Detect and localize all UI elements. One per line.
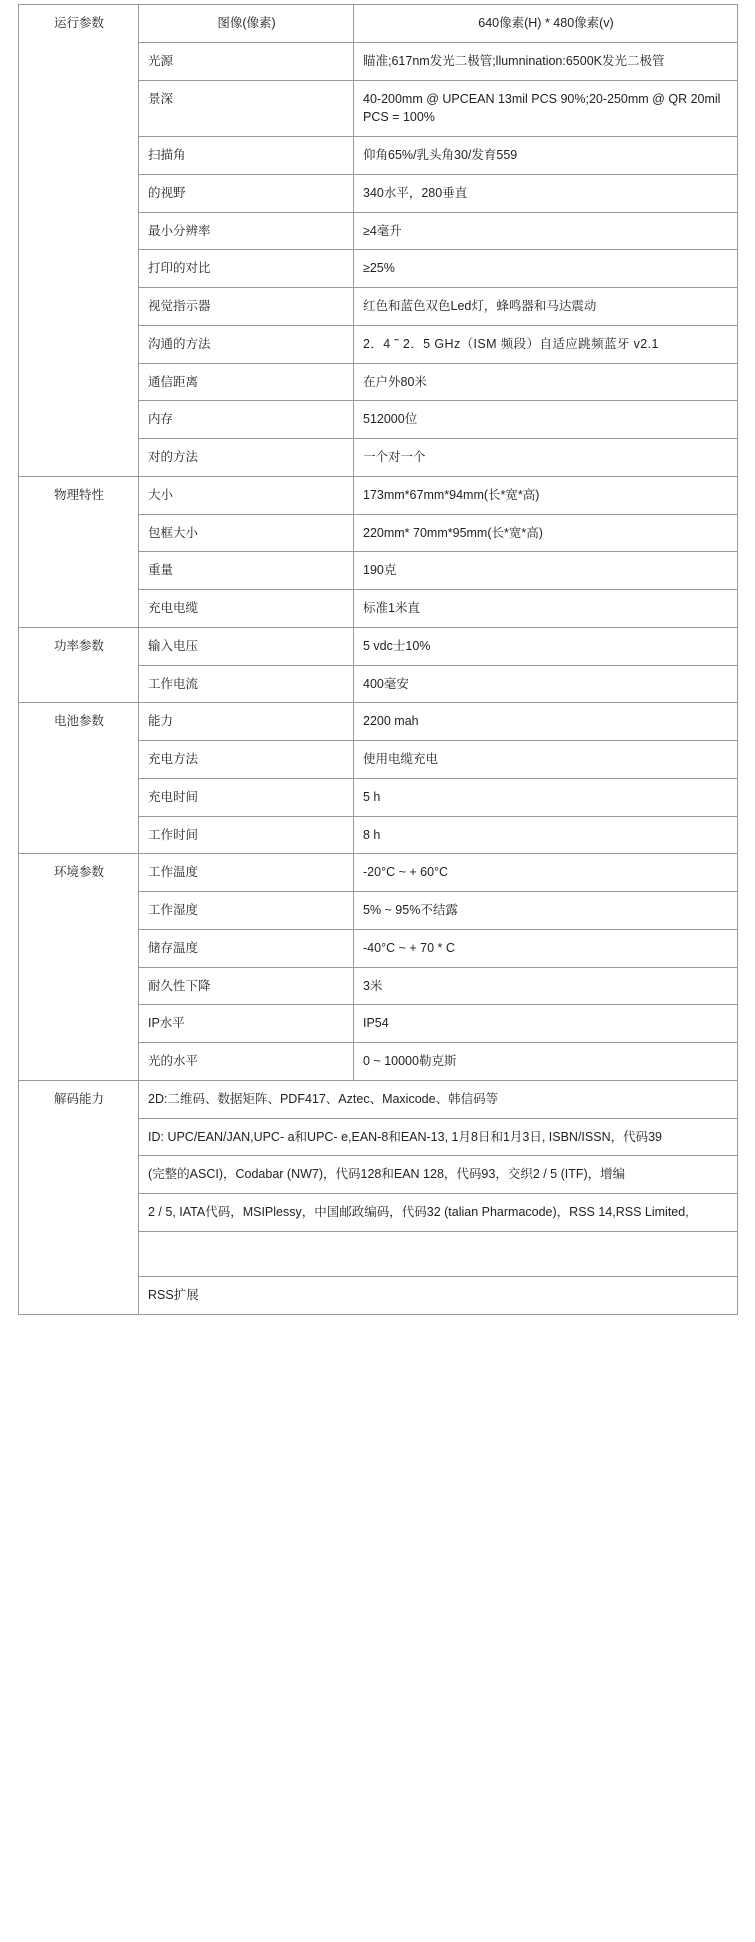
param-value: 2．4 ˜ 2．5 GHz（ISM 频段）自适应跳频蓝牙 v2.1: [354, 325, 738, 363]
param-value: 5% ~ 95%不结露: [354, 892, 738, 930]
param-label: 的视野: [139, 174, 354, 212]
param-value: 一个对一个: [354, 439, 738, 477]
param-label: IP水平: [139, 1005, 354, 1043]
group-label-physical: 物理特性: [19, 476, 139, 627]
param-label: 扫描角: [139, 137, 354, 175]
decoding-line-blank: [139, 1231, 738, 1276]
param-value: 220mm* 70mm*95mm(长*宽*高): [354, 514, 738, 552]
param-value: 仰角65%/乳头角30/发育559: [354, 137, 738, 175]
param-label: 景深: [139, 80, 354, 137]
param-value: 使用电缆充电: [354, 741, 738, 779]
param-value: IP54: [354, 1005, 738, 1043]
param-label: 光的水平: [139, 1043, 354, 1081]
param-value: 5 vdc士10%: [354, 627, 738, 665]
table-row: [19, 476, 738, 514]
param-label: 充电电缆: [139, 590, 354, 628]
param-value: 40-200mm @ UPCEAN 13mil PCS 90%;20-250mm @ QR 20mil PCS = 100%: [354, 80, 738, 137]
param-label: 通信距离: [139, 363, 354, 401]
param-value: 512000位: [354, 401, 738, 439]
group-label-operation: 运行参数: [19, 5, 139, 477]
group-label-power: 功率参数: [19, 627, 139, 703]
param-label: 大小: [139, 476, 354, 514]
param-value: 标准1米直: [354, 590, 738, 628]
param-value: 红色和蓝色双色Led灯，蜂鸣器和马达震动: [354, 288, 738, 326]
param-value: 8 h: [354, 816, 738, 854]
param-label: 包框大小: [139, 514, 354, 552]
param-value: 640像素(H) * 480像素(v): [354, 5, 738, 43]
param-label: 打印的对比: [139, 250, 354, 288]
param-label: 耐久性下降: [139, 967, 354, 1005]
decoding-line: 2D:二维码、数据矩阵、PDF417、Aztec、Maxicode、韩信码等: [139, 1080, 738, 1118]
param-value: 3米: [354, 967, 738, 1005]
decoding-line: 2 / 5, IATA代码，MSIPlessy，中国邮政编码，代码32 (talian Pharmacode)，RSS 14,RSS Limited,: [139, 1194, 738, 1232]
param-label: 充电方法: [139, 741, 354, 779]
param-label: 最小分辨率: [139, 212, 354, 250]
param-label: 工作电流: [139, 665, 354, 703]
param-label: 输入电压: [139, 627, 354, 665]
param-label: 重量: [139, 552, 354, 590]
group-label-environment: 环境参数: [19, 854, 139, 1081]
param-value: 400毫安: [354, 665, 738, 703]
param-value: 在户外80米: [354, 363, 738, 401]
param-value: 瞄准;617nm发光二极管;llumnination:6500K发光二极管: [354, 42, 738, 80]
param-value: 0 ~ 10000勒克斯: [354, 1043, 738, 1081]
param-value: 190克: [354, 552, 738, 590]
param-value: 173mm*67mm*94mm(长*宽*高): [354, 476, 738, 514]
param-label: 能力: [139, 703, 354, 741]
specification-table: [18, 4, 738, 1315]
param-label: 工作时间: [139, 816, 354, 854]
group-label-battery: 电池参数: [19, 703, 139, 854]
table-row: [19, 627, 738, 665]
decoding-line: (完整的ASCI)，Codabar (NW7)，代码128和EAN 128，代码93，交织2 / 5 (ITF)，增编: [139, 1156, 738, 1194]
param-label: 光源: [139, 42, 354, 80]
param-label: 对的方法: [139, 439, 354, 477]
table-row: [19, 854, 738, 892]
param-label: 工作温度: [139, 854, 354, 892]
param-label: 视觉指示器: [139, 288, 354, 326]
param-label: 沟通的方法: [139, 325, 354, 363]
param-label: 储存温度: [139, 929, 354, 967]
param-label: 内存: [139, 401, 354, 439]
decoding-line: ID: UPC/EAN/JAN,UPC- a和UPC- e,EAN-8和EAN-13, 1月8日和1月3日, ISBN/ISSN，代码39: [139, 1118, 738, 1156]
param-value: 5 h: [354, 778, 738, 816]
group-label-decoding: 解码能力: [19, 1080, 139, 1314]
table-row: [19, 703, 738, 741]
param-label: 图像(像素): [139, 5, 354, 43]
param-value: ≥25%: [354, 250, 738, 288]
param-value: -20°C ~ + 60°C: [354, 854, 738, 892]
param-label: 工作湿度: [139, 892, 354, 930]
table-row: [19, 1080, 738, 1118]
param-value: ≥4毫升: [354, 212, 738, 250]
param-value: 2200 mah: [354, 703, 738, 741]
decoding-line: RSS扩展: [139, 1276, 738, 1314]
param-value: 340水平，280垂直: [354, 174, 738, 212]
table-row: [19, 5, 738, 43]
param-value: -40°C ~ + 70 * C: [354, 929, 738, 967]
param-label: 充电时间: [139, 778, 354, 816]
